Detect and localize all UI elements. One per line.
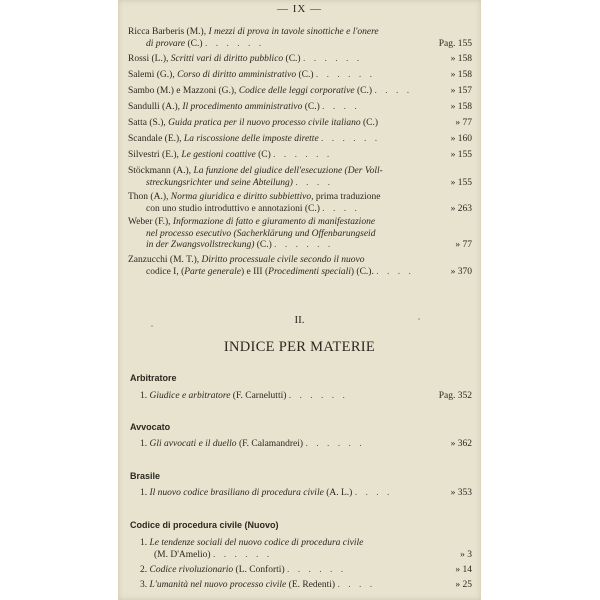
item-page: » 362 (450, 439, 472, 449)
item-page: » 353 (450, 488, 472, 498)
entry-title: La funzione del giudice dell'esecuzione (Der Voll- (193, 166, 383, 176)
entry-page: » 158 (450, 54, 472, 64)
entry-title-cont: di provare (146, 38, 186, 49)
item-title: Le tendenze sociali del nuovo codice di procedura civile (149, 538, 364, 548)
entry-text: ) e III ( (240, 266, 269, 277)
item-number: 1. (140, 439, 148, 449)
entry-plain: prima traduzione (313, 192, 381, 202)
leader-dots: . . . . . . (321, 134, 381, 144)
index-entry (128, 192, 472, 215)
item-page: » 3 (460, 549, 472, 560)
item-number: 1. (140, 391, 148, 401)
entry-title: Informazione di fatto e giuramento di manifestazione (172, 217, 376, 227)
index-entry (128, 217, 472, 252)
entry-title-cont: Procedimenti speciali (268, 266, 351, 277)
item-author: (L. Conforti) (233, 565, 285, 575)
entry-page: » 263 (450, 203, 472, 214)
index-entry (128, 27, 472, 50)
entry-title: Il procedimento amministrativo (182, 102, 303, 112)
entry-title: Guida pratica per il nuovo processo civile italiano (168, 118, 361, 128)
leader-dots: . . . . (376, 266, 414, 277)
item-author: (F. Calamandrei) (236, 439, 304, 449)
item-author: (E. Redenti) (286, 580, 336, 590)
entry-tail: (C) (255, 150, 271, 160)
entry-tail: (C.) (254, 240, 272, 250)
paper-speck (418, 318, 420, 320)
leader-dots: . . . . . . (305, 439, 365, 449)
item-title: Codice rivoluzionario (149, 565, 234, 575)
entry-page: » 157 (450, 86, 472, 96)
subject-heading: Brasile (130, 471, 161, 481)
entry-page: » 158 (450, 70, 472, 80)
subject-heading: Arbitratore (130, 373, 177, 383)
leader-dots: . . . . . . (302, 54, 363, 64)
entry-title-cont: nel processo esecutivo (Sacherklärung und Offenbarungseid (146, 228, 376, 239)
item-title: Gli avvocati e il duello (149, 439, 237, 449)
leader-dots: . . . . (322, 203, 360, 214)
entry-author: Silvestri (E.), (128, 150, 179, 160)
index-entry (128, 118, 472, 130)
subject-item (140, 538, 472, 561)
entry-title: Scritti vari di diritto pubblico (170, 54, 284, 64)
section-title: INDICE PER MATERIE (223, 339, 376, 355)
item-title: Giudice e arbitratore (149, 391, 231, 401)
leader-dots: . . . . . . (286, 565, 347, 575)
item-page: Pag. 352 (438, 391, 472, 401)
entry-title: Diritto processuale civile secondo il nuovo (201, 255, 365, 265)
index-entry (128, 134, 472, 146)
leader-dots: . . . . (374, 86, 413, 96)
entry-page: Pag. 155 (438, 38, 472, 49)
entry-title: Corso di diritto amministrativo (177, 70, 297, 80)
leader-dots: . . . . (295, 177, 333, 188)
section-number: II. (294, 314, 305, 326)
subject-item (140, 565, 472, 577)
entry-tail: (C.) (302, 102, 320, 112)
entry-tail: (C.) (296, 70, 314, 80)
entry-author: Satta (S.), (128, 118, 166, 128)
subject-item (140, 391, 472, 403)
entry-page: » 77 (455, 240, 472, 250)
leader-dots: . . . . . . (204, 38, 265, 49)
entry-text: ) (C.). (350, 266, 374, 277)
item-page: » 25 (455, 580, 472, 590)
entry-author: Zanzucchi (M. T.), (128, 255, 200, 265)
subject-item (140, 439, 472, 451)
subject-heading: Avvocato (130, 422, 171, 432)
entry-tail: (C.) (360, 118, 379, 128)
entry-page: » 77 (455, 118, 472, 128)
leader-dots: . . . . (354, 488, 393, 498)
entry-title: I mezzi di prova in tavole sinottiche e l'onere (208, 27, 379, 37)
leader-dots: . . . . . . (273, 150, 333, 160)
entry-author: Rossi (L.), (128, 54, 169, 64)
entry-title: Norma giuridica e diritto subbiettivo, (170, 192, 314, 202)
entry-author: Sandulli (A.), (128, 102, 180, 112)
entry-page: » 155 (450, 150, 472, 160)
index-entry (128, 70, 472, 82)
index-entry (128, 54, 472, 66)
item-title: Il nuovo codice brasiliano di procedura civile (149, 488, 324, 498)
entry-title: Codice delle leggi corporative (238, 86, 355, 96)
leader-dots: . . . . . . (288, 391, 348, 401)
entry-author: Thon (A.), (128, 192, 169, 202)
leader-dots: . . . . . . (315, 70, 376, 80)
entry-author: Salemi (G.), (128, 70, 175, 80)
paper-speck (151, 325, 153, 327)
index-entry (128, 255, 472, 278)
entry-author: Sambo (M.) e Mazzoni (G.), (128, 86, 237, 96)
entry-title-cont: Parte generale (184, 266, 241, 277)
entry-page: » 370 (450, 266, 472, 277)
entry-author: Stöckmann (A.), (128, 166, 192, 176)
item-page: » 14 (455, 565, 472, 575)
item-author: (A. L.) (323, 488, 353, 498)
book-page (118, 0, 481, 600)
index-entry (128, 86, 472, 98)
entry-page: » 158 (450, 102, 472, 112)
entry-tail: (C.) (185, 38, 203, 49)
entry-title: Le gestioni coattive (181, 150, 256, 160)
entry-author: Ricca Barberis (M.), (128, 27, 207, 37)
entry-tail: (C.) (283, 54, 301, 64)
leader-dots: . . . . . . (274, 240, 334, 250)
page-header: — IX — (276, 3, 323, 15)
entry-author: Scandale (E.), (128, 134, 182, 144)
entry-title-cont: in der Zwangsvollstreckung) (146, 240, 255, 250)
index-entry (128, 102, 472, 114)
entry-text: codice I, ( (146, 266, 185, 277)
item-number: 3. (140, 580, 148, 590)
subject-item (140, 580, 472, 592)
index-entry (128, 166, 472, 189)
entry-title-cont: streckungsrichter und seine Abteilung) (146, 177, 293, 188)
entry-author: Weber (F.), (128, 217, 171, 227)
entry-tail: (C.) (354, 86, 373, 96)
leader-dots: . . . . (337, 580, 376, 590)
leader-dots: . . . . (322, 102, 360, 112)
leader-dots: . . . . . . (212, 549, 273, 560)
entry-page: » 155 (450, 177, 472, 188)
item-number: 1. (140, 538, 148, 548)
entry-page: » 160 (450, 134, 472, 144)
item-author: (F. Carnelutti) (230, 391, 287, 401)
subject-item (140, 488, 472, 500)
item-number: 1. (140, 488, 148, 498)
item-author: (M. D'Amelio) (154, 549, 211, 560)
item-number: 2. (140, 565, 148, 575)
entry-title: La riscossione delle imposte dirette (183, 134, 319, 144)
entry-plain-cont: con uno studio introduttivo e annotazioni (C.) (146, 203, 320, 214)
subject-heading: Codice di procedura civile (Nuovo) (130, 520, 279, 530)
index-entry (128, 150, 472, 162)
item-title: L'umanità nel nuovo processo civile (149, 580, 287, 590)
